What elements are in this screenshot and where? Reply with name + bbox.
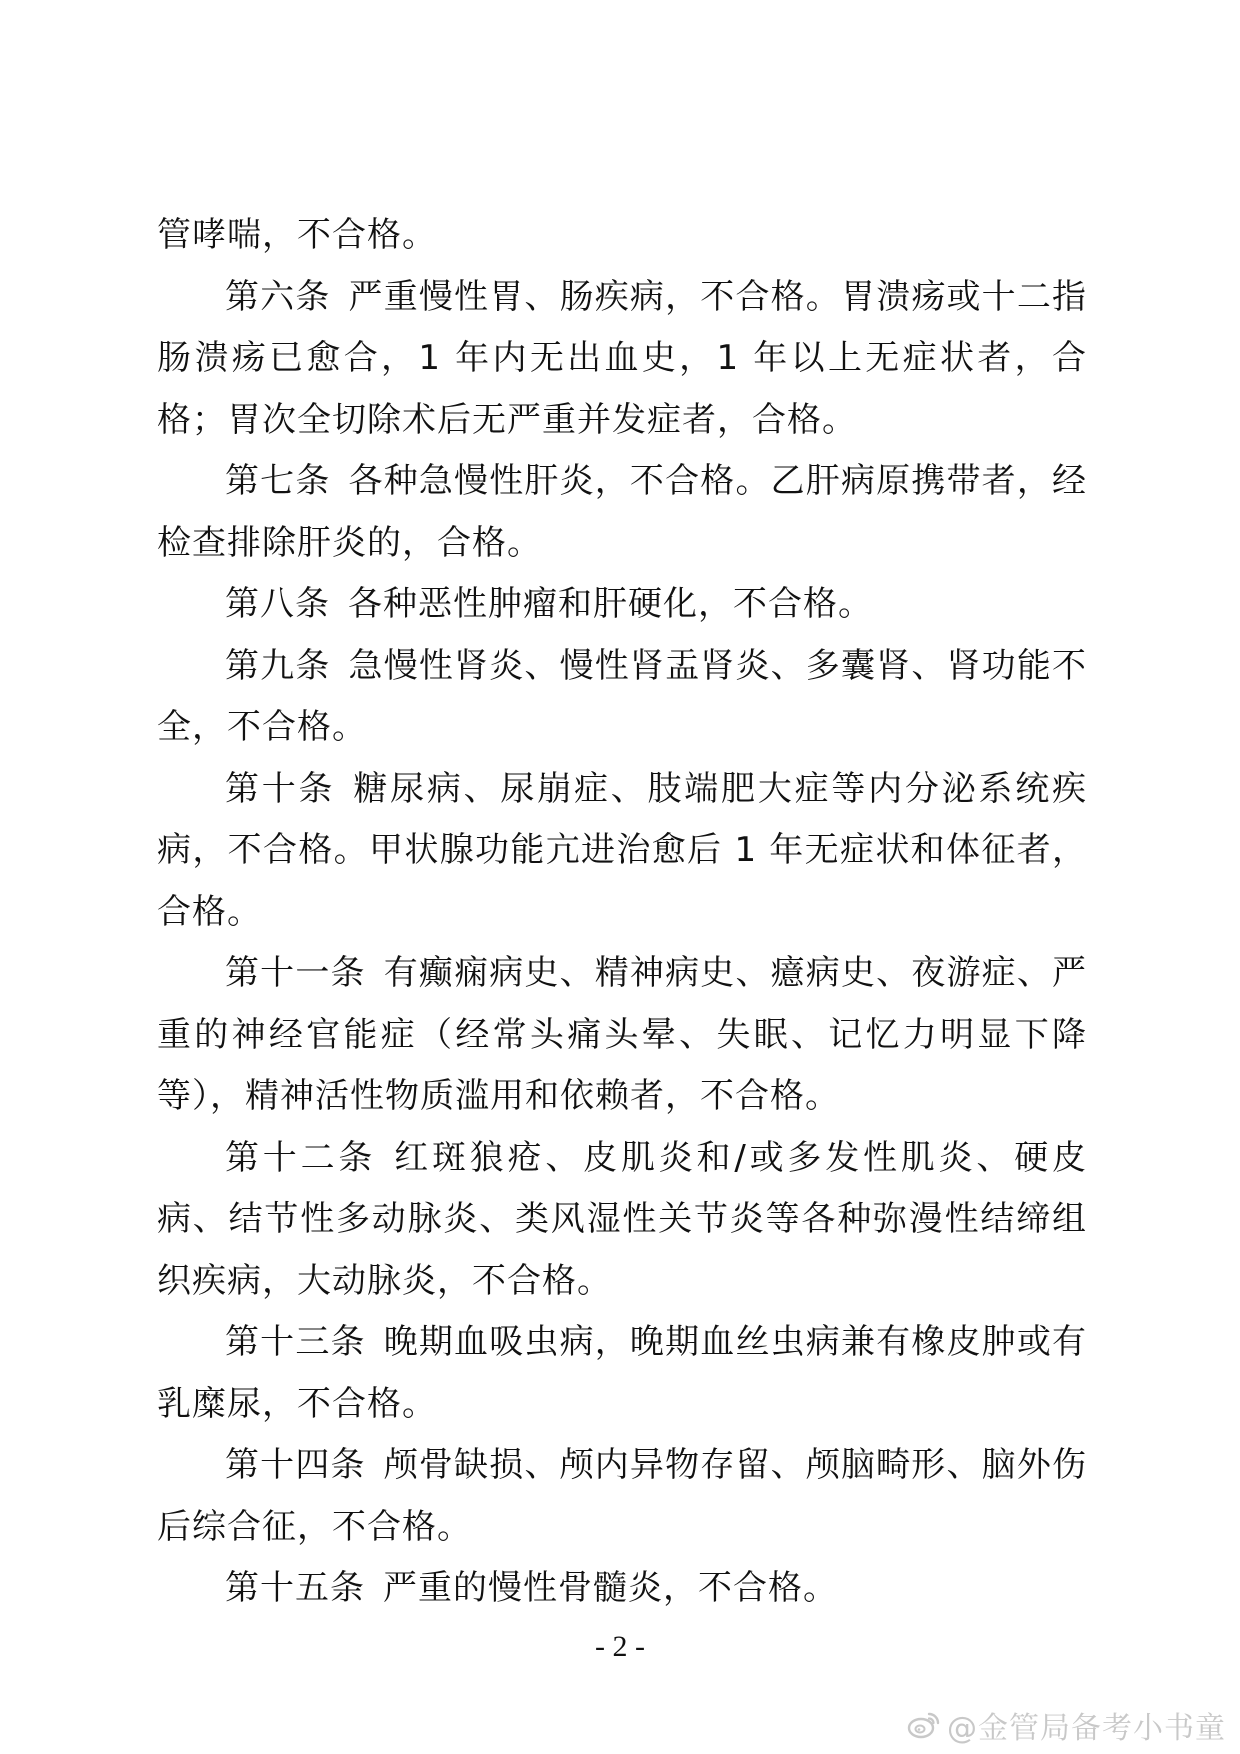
article-text: 颅骨缺损、颅内异物存留、颅脑畸形、脑外伤后综合征，不合格。 xyxy=(157,1445,1088,1547)
article-11 xyxy=(157,943,1087,1128)
article-13 xyxy=(157,1312,1087,1435)
article-number: 第十二条 xyxy=(225,1137,377,1178)
article-text: 各种恶性肿瘤和肝硬化，不合格。 xyxy=(348,584,873,624)
article-text: 严重的慢性骨髓炎，不合格。 xyxy=(383,1568,838,1608)
article-number: 第八条 xyxy=(225,584,330,624)
article-8 xyxy=(157,574,1087,636)
article-6 xyxy=(157,267,1087,452)
weibo-icon xyxy=(907,1710,941,1740)
article-text: 晚期血吸虫病，晚期血丝虫病兼有橡皮肿或有乳糜尿，不合格。 xyxy=(157,1322,1088,1424)
article-number: 第十一条 xyxy=(225,953,366,993)
article-text: 红斑狼疮、皮肌炎和/或多发性肌炎、硬皮病、结节性多动脉炎、类风湿性关节炎等各种弥漫性结缔组织疾病，大动脉炎，不合格。 xyxy=(157,1137,1087,1301)
article-number: 第十三条 xyxy=(225,1322,366,1362)
article-14 xyxy=(157,1435,1087,1558)
paragraph-text: 管哮喘，不合格。 xyxy=(157,215,437,255)
article-number: 第九条 xyxy=(225,645,331,686)
paragraph-continuation xyxy=(157,205,1087,267)
article-number: 第十四条 xyxy=(225,1445,366,1485)
article-number: 第六条 xyxy=(225,276,331,317)
article-12 xyxy=(157,1128,1087,1313)
article-number: 第七条 xyxy=(225,461,331,501)
article-10 xyxy=(157,759,1087,944)
article-text: 各种急慢性肝炎，不合格。乙肝病原携带者，经检查排除肝炎的，合格。 xyxy=(157,461,1088,563)
document-body xyxy=(157,205,1087,1620)
watermark xyxy=(907,1703,1226,1747)
article-text: 糖尿病、尿崩症、肢端肥大症等内分泌系统疾病，不合格。甲状腺功能亢进治愈后 1 年无症状和体征者，合格。 xyxy=(157,768,1088,932)
article-text: 急慢性肾炎、慢性肾盂肾炎、多囊肾、肾功能不全，不合格。 xyxy=(157,645,1088,747)
article-9 xyxy=(157,636,1087,759)
page-number: - 2 - xyxy=(595,1630,645,1663)
article-15 xyxy=(157,1558,1087,1620)
article-number: 第十五条 xyxy=(225,1568,365,1608)
article-text: 严重慢性胃、肠疾病，不合格。胃溃疡或十二指肠溃疡已愈合，1 年内无出血史，1 年以上无症状者，合格；胃次全切除术后无严重并发症者，合格。 xyxy=(157,276,1088,440)
article-7 xyxy=(157,451,1087,574)
article-text: 有癫痫病史、精神病史、癔病史、夜游症、严重的神经官能症（经常头痛头晕、失眠、记忆力明显下降等），精神活性物质滥用和依赖者，不合格。 xyxy=(157,953,1088,1116)
article-number: 第十条 xyxy=(225,768,336,809)
watermark-text: @金管局备考小书童 xyxy=(947,1711,1226,1746)
